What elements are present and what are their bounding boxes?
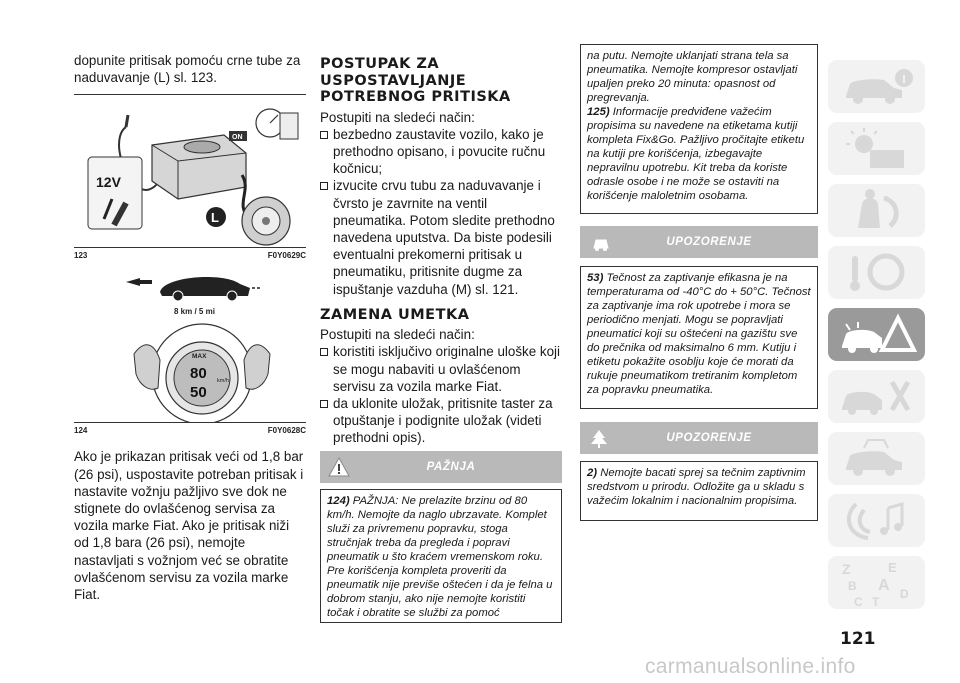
environment-tree-icon bbox=[588, 428, 610, 450]
index-letter: Z bbox=[842, 561, 851, 577]
index-letter: A bbox=[878, 577, 890, 594]
warning-triangle-icon bbox=[328, 457, 350, 477]
dial-max-label: MAX bbox=[192, 353, 207, 361]
alphabet-index-icon bbox=[828, 556, 925, 609]
multimedia-icon bbox=[828, 494, 925, 547]
checkbox-bullet-icon bbox=[320, 400, 328, 408]
bullet-text: koristiti isključivo originalne uloške koji se mogu nabaviti u ovlašćenom servisu za vozila marke Fiat. bbox=[333, 344, 560, 394]
note-number: 53) bbox=[587, 272, 604, 284]
figure-123-number: 123 bbox=[74, 251, 88, 261]
page-number: 121 bbox=[840, 629, 876, 649]
figure-123-caption bbox=[74, 248, 306, 260]
bullet-text: da uklonite uložak, pritisnite taster za otpuštanje i podignite uložak (videti prethodni opis). bbox=[333, 396, 553, 446]
figure-124-number: 124 bbox=[74, 426, 88, 436]
bullet-item bbox=[320, 395, 562, 447]
warning-banner-2-label: UPOZORENJE bbox=[666, 432, 752, 444]
dial-50-label: 50 bbox=[190, 384, 207, 402]
tab-service-maintenance[interactable] bbox=[828, 370, 925, 423]
checkbox-bullet-icon bbox=[320, 182, 328, 190]
tab-index[interactable] bbox=[828, 556, 925, 609]
heading-cartridge-replace: ZAMENA UMETKA bbox=[320, 306, 470, 323]
continued-text: na putu. Nemojte uklanjati strana tela sa pneumatika. Nemojte kompresor ostavljati upaljen preko 20 minuta: opasnost od pregrevanja. bbox=[587, 50, 798, 104]
intro-steps-1: Postupiti na sledeći način: bbox=[320, 109, 475, 125]
checkbox-bullet-icon bbox=[320, 131, 328, 139]
attention-banner-label: PAŽNJA bbox=[426, 461, 476, 473]
tab-technical-data[interactable] bbox=[828, 432, 925, 485]
note-number: 124) bbox=[327, 495, 350, 507]
attention-banner bbox=[320, 451, 562, 483]
l-marker-label: L bbox=[211, 210, 219, 226]
car-service-tools-icon bbox=[828, 370, 925, 423]
index-letter: D bbox=[900, 587, 909, 601]
middle-body bbox=[320, 109, 562, 298]
index-letter: C bbox=[854, 595, 863, 609]
note-text: Informacije predviđene važećim propisima su navedene na etiketama kutiji kompleta Fix&Go. Pažljivo pročitajte etiketu na kutiji pre korišćenja, izbegavajte nepravilnu upotrebu. Kit treba da koriste odrasle osobe i ne može se ostaviti na korišćenje maloletnim osobama. bbox=[587, 106, 805, 202]
tab-safety[interactable] bbox=[828, 184, 925, 237]
dial-80-label: 80 bbox=[190, 365, 207, 383]
middle-column bbox=[320, 56, 562, 447]
watermark-text: carmanualsonline.info bbox=[645, 655, 856, 678]
warning-note-2-box bbox=[580, 461, 818, 521]
dashboard-lights-icon bbox=[828, 122, 925, 175]
pressure-paragraph: Ako je prikazan pritisak veći od 1,8 bar (26 psi), uspostavite potreban pritisak i nastavite vožnju pažljivo sve dok ne stignete do ovlašćenog servisa za vozila marke Fiat. Ako je pritisak niži od 1,8 bara (26 psi), nemojte nastavljati s vožnjom već se obratite ovlašćenom servisu za vozila marke Fiat. bbox=[74, 449, 304, 603]
seatbelt-airbag-icon bbox=[828, 184, 925, 237]
tab-multimedia[interactable] bbox=[828, 494, 925, 547]
steering-key-icon bbox=[828, 246, 925, 299]
on-label: ON bbox=[232, 134, 243, 142]
figure-124-caption bbox=[74, 423, 306, 435]
index-letter: B bbox=[848, 579, 857, 593]
warning-note-53-box bbox=[580, 266, 818, 409]
checkbox-bullet-icon bbox=[320, 348, 328, 356]
tab-car-info[interactable] bbox=[828, 60, 925, 113]
car-skid-icon bbox=[588, 232, 614, 252]
figure-124-speed-limit-illustration bbox=[74, 270, 306, 422]
warning-banner-1 bbox=[580, 226, 818, 258]
note-number: 2) bbox=[587, 467, 598, 479]
intro-steps-2: Postupiti na sledeći način: bbox=[320, 327, 475, 343]
left-column bbox=[74, 52, 306, 603]
heading-pressure-restore: POSTUPAK ZA USPOSTAVLJANJE POTREBNOG PRITISKA bbox=[320, 56, 511, 105]
note-text: PAŽNJA: Ne prelazite brzinu od 80 km/h. Nemojte da naglo ubrzavate. Komplet služi za privremenu popravku, stoga stručnjak treba da pregleda i popravi pneumatik u što kraćem vremenskom roku. Pre korišćenja kompleta proveriti da pneumatik nije previše oštećen i da je felna u dobrom stanju, ako nije nemojte koristiti točak i obratite se službi za pomoć bbox=[327, 495, 553, 619]
bullet-item bbox=[320, 126, 562, 178]
intro-text: dopunite pritisak pomoću crne tube za naduvavanje (L) sl. 123. bbox=[74, 53, 301, 86]
continued-note-box bbox=[580, 44, 818, 214]
speed-distance-label: 8 km / 5 mi bbox=[174, 307, 215, 317]
middle-body-2 bbox=[320, 326, 562, 446]
bullet-text: bezbedno zaustavite vozilo, kako je prethodno opisano, i povucite ručnu kočnicu; bbox=[333, 126, 546, 177]
tab-dashboard-lights[interactable] bbox=[828, 122, 925, 175]
note-number: 125) bbox=[587, 106, 610, 118]
car-specs-icon bbox=[828, 432, 925, 485]
bullet-text: izvucite crvu tubu za naduvavanje i čvrsto je zavrnite na ventil pneumatika. Potom sledite prethodno navedena uputstva. Da biste podesili eventualni prekomerni pritisak u pneumatiku, pritisnite dugme za ispuštanje vazduha (M) sl. 121. bbox=[333, 178, 555, 297]
bullet-item bbox=[320, 177, 562, 297]
attention-note-box bbox=[320, 489, 562, 623]
warning-banner-2 bbox=[580, 422, 818, 454]
note-text: Nemojte bacati sprej sa tečnim zaptivnim sredstvom u prirodu. Odložite ga u skladu s važećim lokalnim i nacionalnim propisima. bbox=[587, 467, 806, 507]
car-warning-triangle-icon bbox=[828, 308, 925, 361]
tab-starting-driving[interactable] bbox=[828, 246, 925, 299]
bullet-item bbox=[320, 343, 562, 395]
figure-124-code: F0Y0628C bbox=[267, 426, 306, 436]
tab-emergency[interactable] bbox=[828, 308, 925, 361]
12v-label: 12V bbox=[96, 174, 121, 191]
warning-banner-1-label: UPOZORENJE bbox=[666, 236, 752, 248]
note-text: Tečnost za zaptivanje efikasna je na temperaturama od -40°C do + 50°C. Tečnost za zaptivanje ima rok upotrebe i mora se periodično menjati. Mogu se popravljati pneumatici koji su oštećeni na gazištu sve do prečnika od maksimalno 6 mm. Kutiju i etiketu pokažite osoblju koje će morati da rukuje pneumatikom tretiranim kompletom za popravku pneumatika. bbox=[587, 272, 811, 396]
car-info-icon bbox=[828, 60, 925, 113]
figure-123-code: F0Y0629C bbox=[267, 251, 306, 261]
index-letter: E bbox=[888, 560, 897, 575]
dial-unit-label: km/h bbox=[217, 378, 229, 385]
figure-123-compressor-illustration bbox=[74, 95, 306, 247]
index-letter: T bbox=[872, 595, 880, 609]
